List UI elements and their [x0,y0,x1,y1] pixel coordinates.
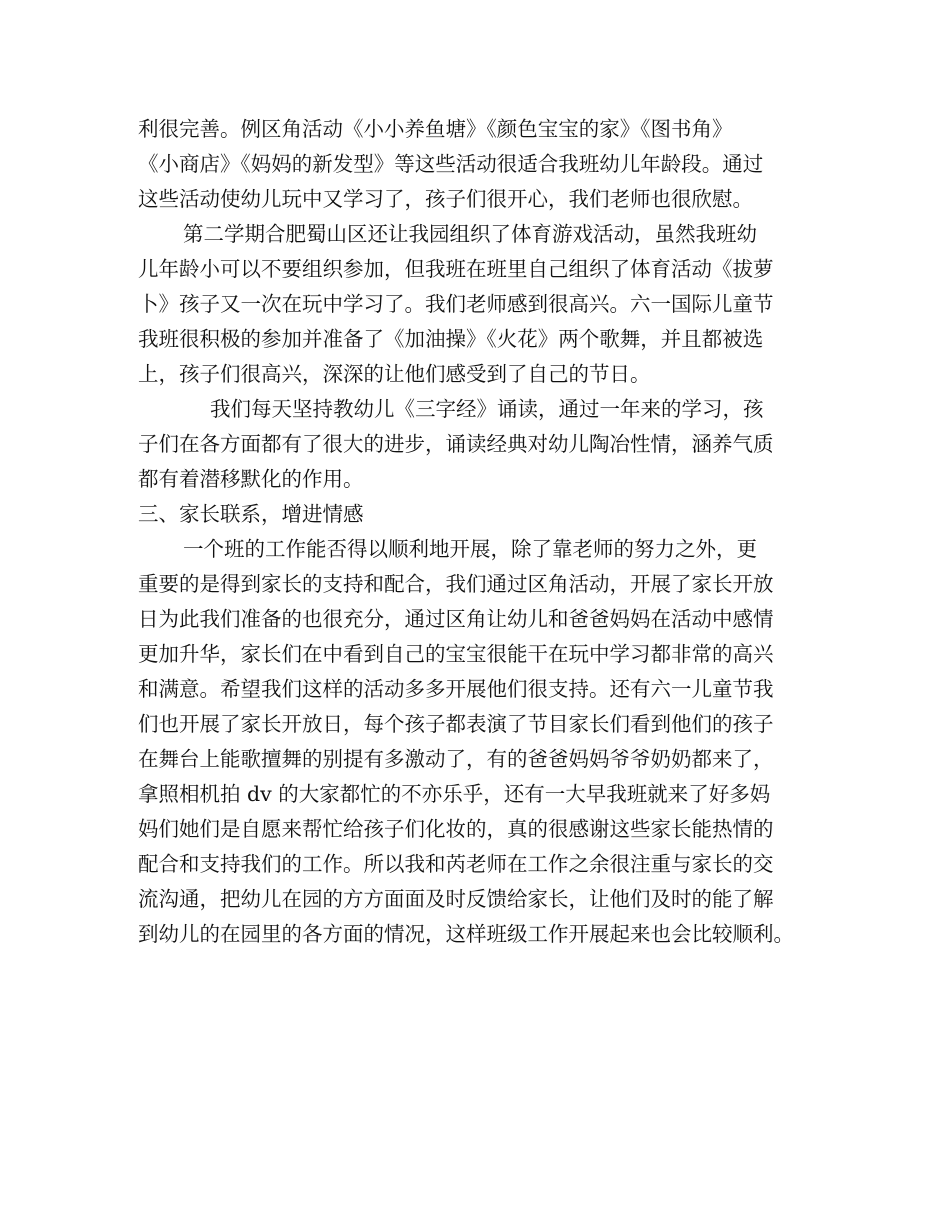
text-line: 上，孩子们很高兴，深深的让他们感受到了自己的节日。 [138,362,651,386]
paragraph-start-line: 第二学期合肥蜀山区还让我园组织了体育游戏活动，虽然我班幼 [183,222,757,246]
text-line: 重要的是得到家长的支持和配合，我们通过区角活动，开展了家长开放 [138,572,774,596]
text-line: 配合和支持我们的工作。所以我和芮老师在工作之余很注重与家长的交 [138,852,774,876]
section-heading: 三、家长联系，增进情感 [138,502,364,526]
text-line: 卜》孩子又一次在玩中学习了。我们老师感到很高兴。六一国际儿童节 [138,292,774,316]
text-line: 拿照相机拍 dv 的大家都忙的不亦乐乎，还有一大早我班就来了好多妈 [138,782,771,806]
text-line: 更加升华，家长们在中看到自己的宝宝很能干在玩中学习都非常的高兴 [138,642,774,666]
paragraph-start-line: 一个班的工作能否得以顺利地开展，除了靠老师的努力之外，更 [183,537,757,561]
text-line: 妈们她们是自愿来帮忙给孩子们化妆的，真的很感谢这些家长能热情的 [138,817,774,841]
text-line: 我班很积极的参加并准备了《加油操》《火花》两个歌舞，并且都被选 [138,327,764,351]
paragraph-start-line: 我们每天坚持教幼儿《三字经》诵读，通过一年来的学习，孩 [210,397,764,421]
text-line: 们也开展了家长开放日，每个孩子都表演了节目家长们看到他们的孩子 [138,712,774,736]
text-line: 都有着潜移默化的作用。 [138,467,364,491]
text-line: 在舞台上能歌擅舞的别提有多激动了，有的爸爸妈妈爷爷奶奶都来了， [138,747,774,771]
document-body [138,112,828,952]
text-line: 日为此我们准备的也很充分，通过区角让幼儿和爸爸妈妈在活动中感情 [138,607,774,631]
text-line: 和满意。希望我们这样的活动多多开展他们很支持。还有六一儿童节我 [138,677,774,701]
text-line: 流沟通，把幼儿在园的方方面面及时反馈给家长，让他们及时的能了解 [138,887,774,911]
text-line: 利很完善。例区角活动《小小养鱼塘》《颜色宝宝的家》《图书角》 [138,117,733,141]
text-line: 子们在各方面都有了很大的进步，诵读经典对幼儿陶冶性情，涵养气质 [138,432,774,456]
text-line: 这些活动使幼儿玩中又学习了，孩子们很开心，我们老师也很欣慰。 [138,187,753,211]
text-line: 《小商店》《妈妈的新发型》等这些活动很适合我班幼儿年龄段。通过 [138,152,764,176]
text-line: 到幼儿的在园里的各方面的情况，这样班级工作开展起来也会比较顺利。 [138,922,794,946]
text-line: 儿年龄小可以不要组织参加，但我班在班里自己组织了体育活动《拔萝 [138,257,774,281]
